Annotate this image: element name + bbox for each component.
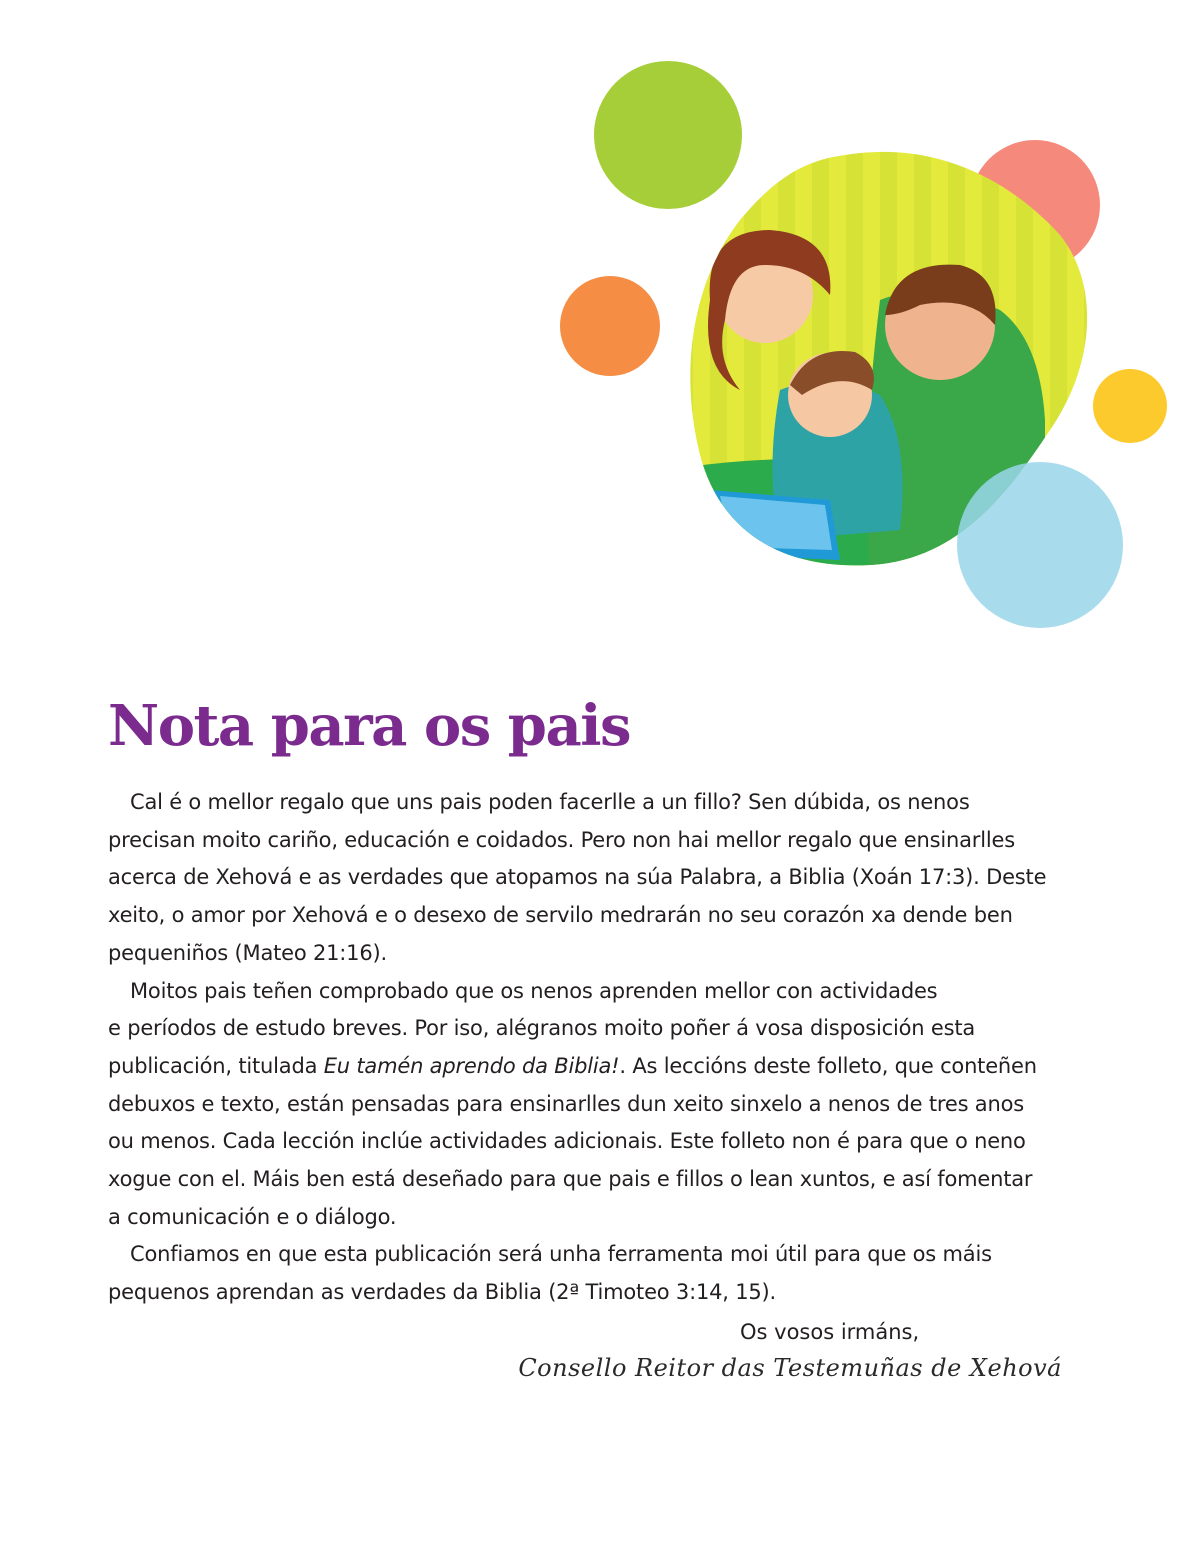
closing-salutation: Os vosos irmáns, — [740, 1320, 920, 1344]
paragraph-2-line-7: a comunicación e o diálogo. — [108, 1204, 397, 1229]
paragraph-2-line-3-start: publicación, titulada — [108, 1053, 324, 1078]
paragraph-2-line-3-end: . As leccións deste folleto, que conteñen — [619, 1053, 1037, 1078]
green-circle — [594, 61, 742, 209]
paragraph-3-line-1: Confiamos en que esta publicación será unha ferramenta moi útil para que os máis — [130, 1242, 992, 1267]
family-reading-illustration — [540, 60, 1180, 650]
paragraph-2-line-2: e períodos de estudo breves. Por iso, alégranos moito poñer á vosa disposición esta — [108, 1016, 976, 1041]
yellow-circle — [1093, 369, 1167, 443]
paragraph-2-line-3 — [108, 1048, 1078, 1086]
paragraph-1 — [108, 784, 1078, 973]
paragraph-3 — [108, 1236, 1078, 1311]
paragraph-1-line-3: acerca de Xehová e as verdades que atopamos na súa Palabra, a Biblia (Xoán 17:3). Deste — [108, 865, 1047, 890]
paragraph-2-line-5: ou menos. Cada lección inclúe actividades adicionais. Este folleto non é para que o neno — [108, 1129, 1026, 1154]
paragraph-1-line-4: xeito, o amor por Xehová e o desexo de servilo medrarán no seu corazón xa dende ben — [108, 903, 1013, 928]
paragraph-3-line-2: pequenos aprendan as verdades da Biblia (2ª Timoteo 3:14, 15). — [108, 1280, 777, 1305]
page-title: Nota para os pais — [108, 693, 631, 759]
paragraph-2-line-1: Moitos pais teñen comprobado que os nenos aprenden mellor con actividades — [130, 978, 938, 1003]
publication-title: Eu tamén aprendo da Biblia! — [323, 1053, 620, 1078]
paragraph-1-line-1: Cal é o mellor regalo que uns pais poden facerlle a un fillo? Sen dúbida, os nenos — [130, 790, 970, 814]
letter-body — [108, 784, 1078, 1312]
paragraph-1-line-5: pequeniños (Mateo 21:16). — [108, 940, 387, 965]
signature: Consello Reitor das Testemuñas de Xehová — [518, 1354, 1062, 1382]
paragraph-2-line-4: debuxos e texto, están pensadas para ensinarlles dun xeito sinxelo a nenos de tres anos — [108, 1091, 1024, 1116]
paragraph-2 — [108, 973, 1078, 1237]
orange-circle — [560, 276, 660, 376]
blue-circle — [957, 462, 1123, 628]
paragraph-1-line-2: precisan moito cariño, educación e coidados. Pero non hai mellor regalo que ensinarlles — [108, 827, 1015, 852]
family-reading-illustration-graphic — [540, 60, 1180, 650]
paragraph-2-line-6: xogue con el. Máis ben está deseñado para que pais e fillos o lean xuntos, e así fomentar — [108, 1167, 1033, 1192]
